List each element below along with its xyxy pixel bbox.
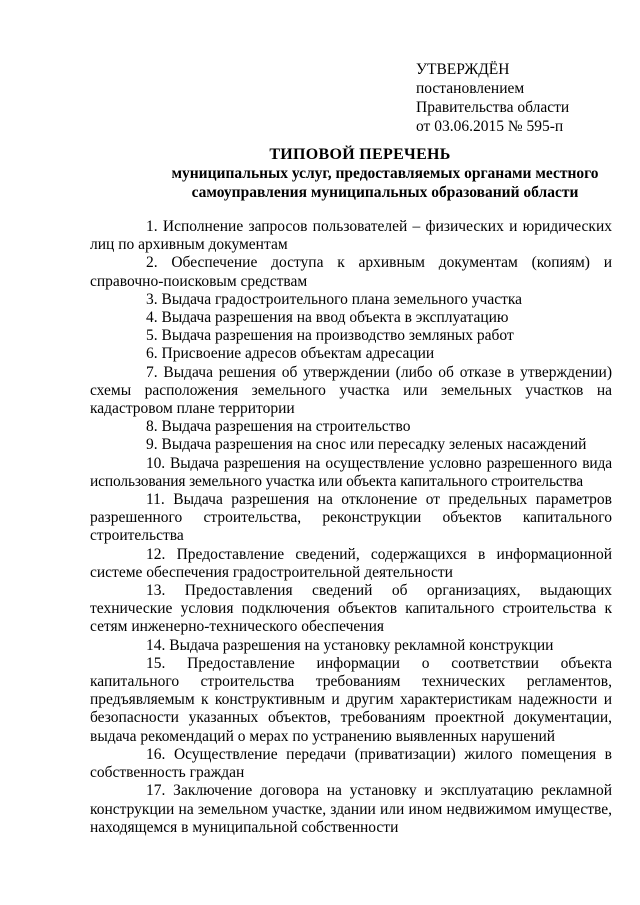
document-title: ТИПОВОЙ ПЕРЕЧЕНЬ (269, 146, 451, 163)
approval-line-approved: УТВЕРЖДЁН (416, 61, 510, 78)
list-item-4: 4. Выдача разрешения на ввод объекта в эксплуатацию (146, 309, 509, 327)
approval-stamp (416, 60, 616, 136)
approval-line-resolution: постановлением (416, 80, 525, 97)
list-item-12: 12. Предоставление сведений, содержащихся в информационной системе обеспечения градостроительной деятельности (90, 545, 612, 581)
document-subtitle: муниципальных услуг, предоставляемых органами местного самоуправления муниципальных образований области (171, 165, 599, 201)
list-item-6: 6. Присвоение адресов объектам адресации (146, 345, 435, 363)
list-item-13: 13. Предоставления сведений об организациях, выдающих технические условия подключения объектов капитального строительства к сетям инженерно-технического обеспечения (90, 582, 612, 636)
list-item-8: 8. Выдача разрешения на строительство (146, 418, 411, 436)
list-item-7: 7. Выдача решения об утверждении (либо об отказе в утверждении) схемы расположения земельного участка или земельных участков на кадастровом плане территории (90, 363, 612, 418)
list-item-3: 3. Выдача градостроительного плана земельного участка (146, 290, 523, 308)
list-item-14: 14. Выдача разрешения на установку рекламной конструкции (146, 636, 554, 654)
list-item-10: 10. Выдача разрешения на осуществление условно разрешенного вида использования земельного участка или объекта капитального строительства (90, 454, 612, 490)
list-item-2: 2. Обеспечение доступа к архивным документам (копиям) и справочно-поисковым средствам (90, 254, 612, 290)
list-item-5: 5. Выдача разрешения на производство земляных работ (146, 327, 514, 345)
approval-line-date-number: от 03.06.2015 № 595-п (416, 118, 564, 135)
list-item-1: 1. Исполнение запросов пользователей – физических и юридических лиц по архивным документам (90, 218, 612, 254)
approval-line-government: Правительства области (416, 99, 570, 116)
list-item-11: 11. Выдача разрешения на отклонение от предельных параметров разрешенного строительства, реконструкции объектов капитального строительства (90, 491, 612, 545)
list-item-16: 16. Осуществление передачи (приватизации) жилого помещения в собственность граждан (90, 745, 612, 782)
list-item-17: 17. Заключение договора на установку и эксплуатацию рекламной конструкции на земельном участке, здании или ином недвижимом имуществе, находящемся в муниципальной собственности (90, 782, 612, 836)
list-item-9: 9. Выдача разрешения на снос или пересадку зеленых насаждений (146, 436, 587, 454)
list-item-15: 15. Предоставление информации о соответствии объекта капитального строительства требованиям технических регламентов, предъявляемым к конструктивным и другим характеристикам надежности и безопасности указанных объектов, требованиям проектной документации, выдача рекомендаций о мерах по устранению выявленных нарушений (90, 654, 612, 745)
services-list (90, 218, 612, 837)
